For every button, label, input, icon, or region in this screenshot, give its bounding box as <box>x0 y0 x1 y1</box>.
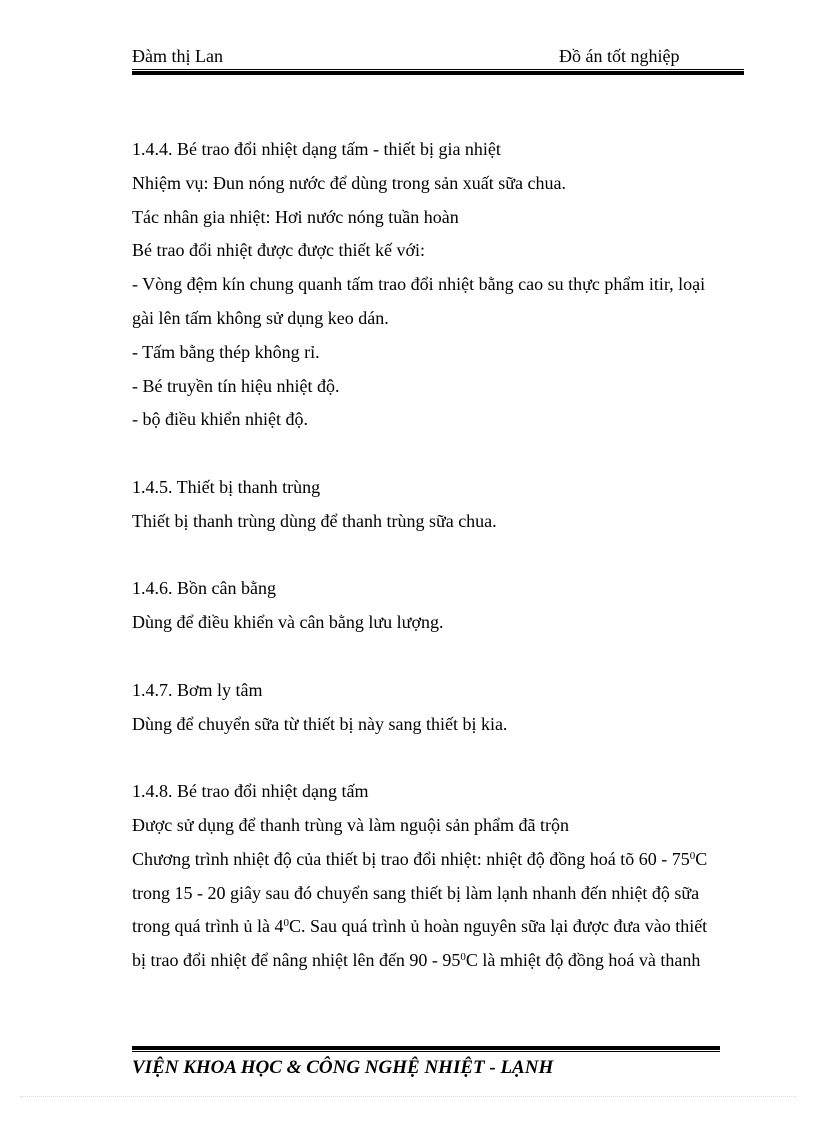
section-heading-1-4-5: 1.4.5. Thiết bị thanh trùng <box>132 476 321 497</box>
paragraph: Bé trao đổi nhiệt được được thiết kế với: <box>132 240 426 261</box>
spacer <box>132 741 742 775</box>
paragraph: Dùng để điều khiển và cân bằng lưu lượng. <box>132 612 444 633</box>
footer-rule-thick <box>132 1046 720 1050</box>
paragraph: Thiết bị thanh trùng dùng để thanh trùng sữa chua. <box>132 510 497 531</box>
page-header <box>132 44 744 68</box>
degree-superscript: 0 <box>460 951 466 964</box>
degree-superscript: 0 <box>283 917 289 930</box>
section-heading-1-4-6: 1.4.6. Bồn cân bằng <box>132 578 276 599</box>
spacer <box>132 539 742 573</box>
header-rule-thick <box>132 71 744 75</box>
paragraph: Được sử dụng để thanh trùng và làm nguội sản phẩm đã trộn <box>132 814 569 835</box>
paragraph <box>132 268 742 302</box>
spacer <box>132 437 742 471</box>
paragraph-line: Chương trình nhiệt độ của thiết bị trao đổi nhiệt: nhiệt độ đồng hoá tõ $60 - 75^0C$ <box>132 848 708 869</box>
paragraph: Tác nhân gia nhiệt: Hơi nước nóng tuần hoàn <box>132 206 459 227</box>
paragraph-line: trong quá trình ủ là $4^0C$. Sau quá trình ủ hoàn nguyên sữa lại được đưa vào thiết <box>132 916 708 937</box>
paragraph-line: bị trao đổi nhiệt để nâng nhiệt lên đến $90 - 95^0C$ là mhiệt độ đồng hoá và thanh <box>132 950 701 971</box>
paragraph-line: trong 15 - 20 giây sau đó chuyển sang thiết bị làm lạnh nhanh đến nhiệt độ sữa <box>132 882 700 903</box>
header-rule-thin <box>132 69 744 70</box>
footer-rule-thin <box>132 1051 720 1052</box>
header-author: Đàm thị Lan <box>132 46 223 66</box>
section-heading-1-4-7: 1.4.7. Bơm ly tâm <box>132 679 263 700</box>
spacer <box>132 640 742 674</box>
degree-superscript: 0 <box>689 849 696 862</box>
header-doc-type: Đồ án tốt nghiệp <box>559 46 680 66</box>
text-line: - Vòng đệm kín chung quanh tấm trao đổi nhiệt bằng cao su thực phẩm itir, loại <box>132 274 706 295</box>
page-content <box>132 133 742 978</box>
paragraph: Nhiệm vụ: Đun nóng nước để dùng trong sản xuất sữa chua. <box>132 172 566 193</box>
section-heading-1-4-4: 1.4.4. Bé trao đổi nhiệt dạng tấm - thiết bị gia nhiệt <box>132 139 501 159</box>
list-item: - bộ điều khiển nhiệt độ. <box>132 409 308 430</box>
list-item: - Bé truyền tín hiệu nhiệt độ. <box>132 375 340 396</box>
list-item: - Tấm bằng thép không rỉ. <box>132 341 320 362</box>
footer-institute: VIỆN KHOA HỌC & CÔNG NGHỆ NHIỆT - LẠNH <box>132 1057 554 1078</box>
page-edge-divider <box>20 1096 796 1097</box>
paragraph: Dùng để chuyển sữa từ thiết bị này sang thiết bị kia. <box>132 713 508 734</box>
section-heading-1-4-8: 1.4.8. Bé trao đổi nhiệt dạng tấm <box>132 781 369 802</box>
paragraph: gài lên tấm không sử dụng keo dán. <box>132 307 389 328</box>
